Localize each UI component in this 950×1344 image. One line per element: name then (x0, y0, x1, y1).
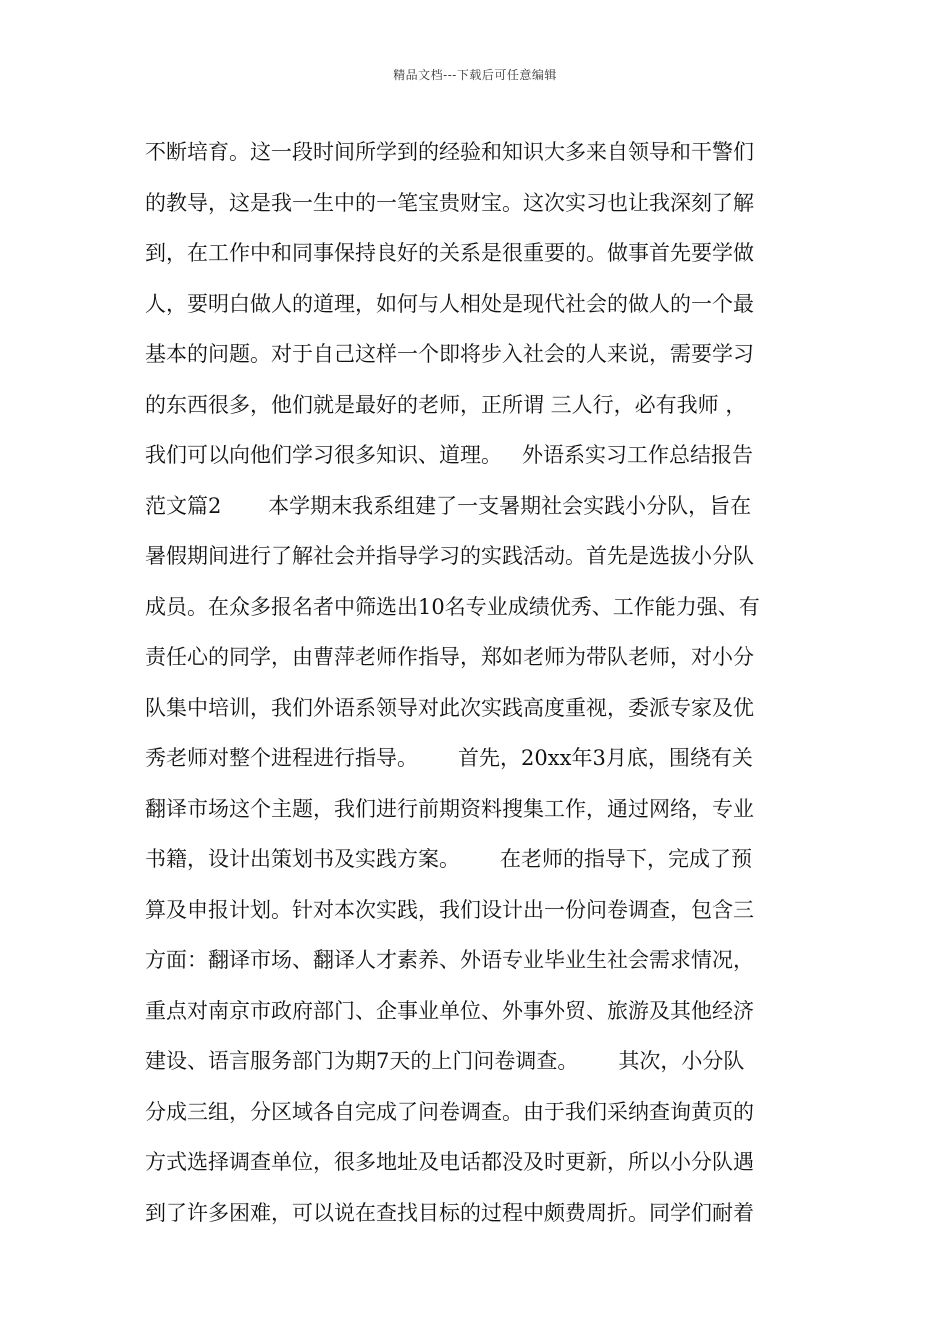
text-line: 的东西很多，他们就是最好的老师，正所谓 三人行，必有我师 ， (145, 392, 747, 417)
page-header: 精品文档---下载后可任意编辑 (393, 68, 557, 82)
text-line: 方式选择调查单位，很多地址及电话都没及时更新，所以小分队遇 (145, 1150, 754, 1174)
text-line: 基本的问题。对于自己这样一个即将步入社会的人来说，需要学习 (145, 342, 754, 366)
text-line: 方面：翻译市场、翻译人才素养、外语专业毕业生社会需求情况， (145, 948, 754, 972)
text-line: 分成三组，分区域各自完成了问卷调查。由于我们采纳查询黄页的 (145, 1099, 754, 1124)
text-line: 书籍，设计出策划书及实践方案。 在老师的指导下，完成了预 (145, 847, 753, 871)
text-line: 到了许多困难，可以说在查找目标的过程中颇费周折。同学们耐着 (145, 1200, 754, 1225)
text-line: 的教导，这是我一生中的一笔宝贵财宝。这次实习也让我深刻了解 (145, 190, 754, 215)
text-line: 翻译市场这个主题，我们进行前期资料搜集工作，通过网络，专业 (145, 796, 754, 821)
document-body (145, 132, 810, 1243)
text-line: 重点对南京市政府部门、企事业单位、外事外贸、旅游及其他经济 (145, 998, 754, 1023)
text-line: 成员。在众多报名者中筛选出10名专业成绩优秀、工作能力强、有 (145, 594, 760, 619)
text-line: 秀老师对整个进程进行指导。 首先，20xx年3月底，围绕有关 (145, 746, 753, 770)
text-line: 到，在工作中和同事保持良好的关系是很重要的。做事首先要学做 (145, 241, 754, 265)
text-line: 不断培育。这一段时间所学到的经验和知识大多来自领导和干警们 (145, 140, 754, 164)
text-line: 责任心的同学，由曹萍老师作指导，郑如老师为带队老师，对小分 (145, 645, 754, 669)
text-line: 算及申报计划。针对本次实践，我们设计出一份问卷调查，包含三 (145, 897, 754, 922)
text-line: 建设、语言服务部门为期7天的上门问卷调查。 其次，小分队 (145, 1049, 745, 1073)
text-line: 暑假期间进行了解社会并指导学习的实践活动。首先是选拔小分队 (145, 544, 754, 568)
text-line: 我们可以向他们学习很多知识、道理。 外语系实习工作总结报告 (145, 443, 754, 467)
text-line: 队集中培训，我们外语系领导对此次实践高度重视，委派专家及优 (145, 695, 754, 720)
text-line: 范文篇2 本学期末我系组建了一支暑期社会实践小分队，旨在 (145, 493, 752, 518)
text-line: 人，要明白做人的道理，如何与人相处是现代社会的做人的一个最 (145, 291, 754, 316)
